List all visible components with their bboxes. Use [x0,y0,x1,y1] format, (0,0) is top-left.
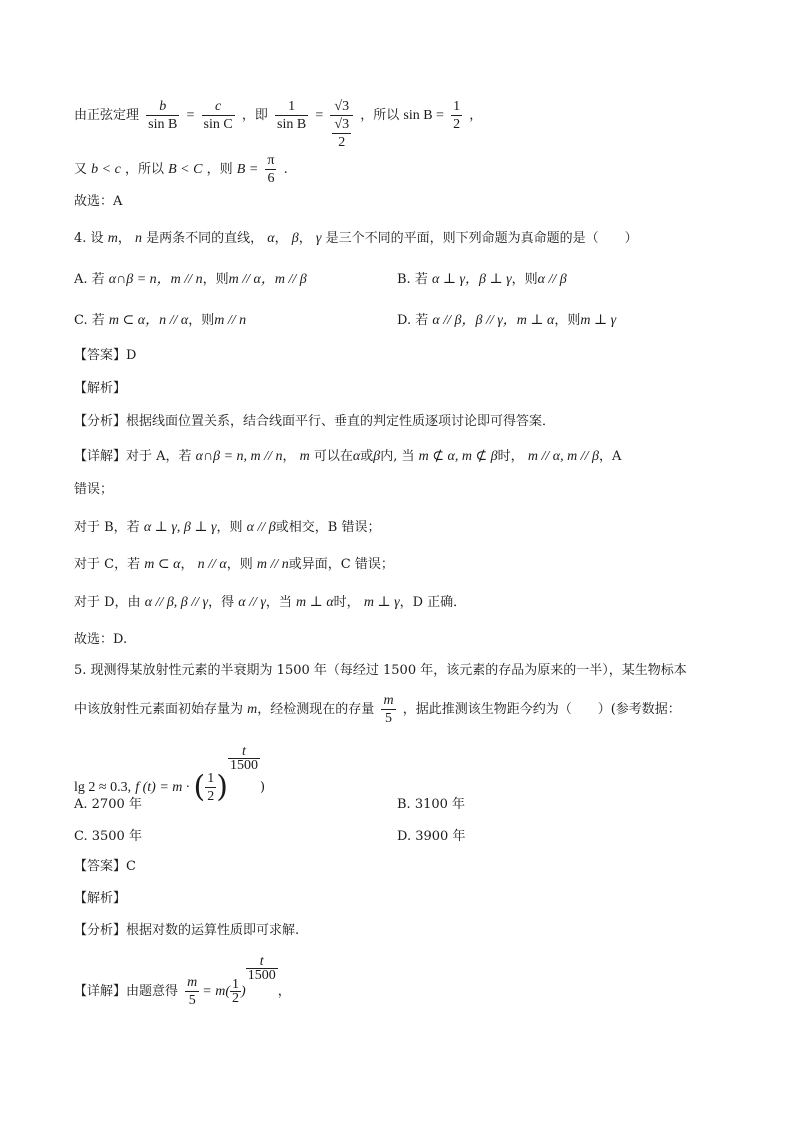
q5-stem-1: 5. 现测得某放射性元素的半衰期为 1500 年（每经过 1500 年，该元素的存品为原来的一半），某生物标本 [74,663,687,678]
q5-option-d: D. 3900 年 [397,829,466,844]
exponent-t-1500: $\frac{t}{1500}$ [229,744,258,773]
q4-detail-c: 对于 C，若 m ⊂ α， n // α，则 m // n或异面，C 错误； [74,557,394,572]
math-sinB: sin B = [403,108,444,123]
q5-fenxi: 【分析】根据对数的运算性质即可求解. [74,923,300,938]
q5-reference-data: lg 2 ≈ 0.3, f (t) = m · ( $\frac{1}{2}$ ) $\frac{t}{1500}$ ) [74,744,266,805]
choose-a: 故选：A [74,194,123,209]
fraction-m-5: $\frac{m}{5}$ [187,975,198,1008]
fraction-sqrt3-over-sqrt3-half: $\frac{√3}{\frac{√3}{2}}$ [330,98,353,151]
q4-detail-d: 对于 D，由 α // β, β // γ，得 α // γ，当 m ⊥ α时， m ⊥ γ，D 正确． [74,595,467,610]
fraction-pi-6: $\frac{\pi}{6}$ [267,153,275,186]
equals: = [315,108,324,123]
q5-option-b: B. 3100 年 [397,797,466,812]
fraction-c-sinC: $\frac{c}{\text{sin C}}$ [203,99,233,132]
equals: = [186,108,195,123]
sine-law-line: 由正弦定理 $\frac{b}{\text{sin B}}$ = $\frac{c}{\text{sin C}}$ ，即 $\frac{1}{\text{sin B}}$ = $\frac{√3}{\frac{√3}{2}}$ ，所以 sin B = $\frac{1}{2}$ ， [74,99,483,150]
q5-answer: 【答案】C [74,859,136,874]
q4-answer: 【答案】D [74,348,137,363]
q4-option-c: C. 若 m ⊂ α，n // α，则m // n [74,313,247,328]
text: ，即 [241,108,268,123]
text: 由正弦定理 [74,108,140,123]
q5-option-a: A. 2700 年 [74,797,142,812]
q4-option-d: D. 若 α // β，β // γ，m ⊥ α，则m ⊥ γ [397,313,617,328]
q4-detail-a-cont: 错误； [74,482,114,497]
fraction-one-half: $\frac{1}{2}$ [207,771,215,804]
q4-analysis-head: 【解析】 [74,381,127,396]
fraction-1-sinB: $\frac{1}{\text{sin B}}$ [277,99,307,132]
fraction-one-half: $\frac{1}{2}$ [232,977,240,1006]
q5-detail: 【详解】由题意得 $\frac{m}{5}$ = m( $\frac{1}{2}$ ) $\frac{t}{1500}$ ， [74,954,291,1008]
q4-stem: 4. 设 m， n 是两条不同的直线， α， β， γ 是三个不同的平面，则下列命题为真命题的是（ ） [74,231,638,246]
fraction-b-sinB: $\frac{b}{\text{sin B}}$ [148,99,178,132]
q5-stem-2: 中该放射性元素面初始存量为 m，经检测现在的存量 $\frac{m}{5}$ ，据此推测该生物距今约为（ ）(参考数据： [74,693,681,726]
fraction-one-half: $\frac{1}{2}$ [453,99,461,132]
text: ，所以 [360,108,400,123]
exponent-t-1500: $\frac{t}{1500}$ [247,954,276,983]
q4-option-b: B. 若 α ⊥ γ，β ⊥ γ，则α // β [397,272,567,287]
q4-detail-a: 【详解】对于 A，若 α∩β = n, m // n， m 可以在α或β内, 当 m ⊄ α, m ⊄ β时， m // α, m // β，A [74,449,622,464]
q5-option-c: C. 3500 年 [74,829,142,844]
b-less-c-line: 又 b < c ，所以 B < C ，则 B = $\frac{\pi}{6}$ . [74,153,288,186]
q4-fenxi: 【分析】根据线面位置关系，结合线面平行、垂直的判定性质逐项讨论即可得答案． [74,414,556,429]
q5-analysis-head: 【解析】 [74,891,127,906]
q4-choose: 故选：D. [74,632,128,647]
fraction-m-5: $\frac{m}{5}$ [383,693,394,726]
q4-option-a: A. 若 α∩β = n，m // n，则m // α，m // β [74,272,307,287]
q4-detail-b: 对于 B，若 α ⊥ γ, β ⊥ γ，则 α // β或相交，B 错误； [74,520,381,535]
